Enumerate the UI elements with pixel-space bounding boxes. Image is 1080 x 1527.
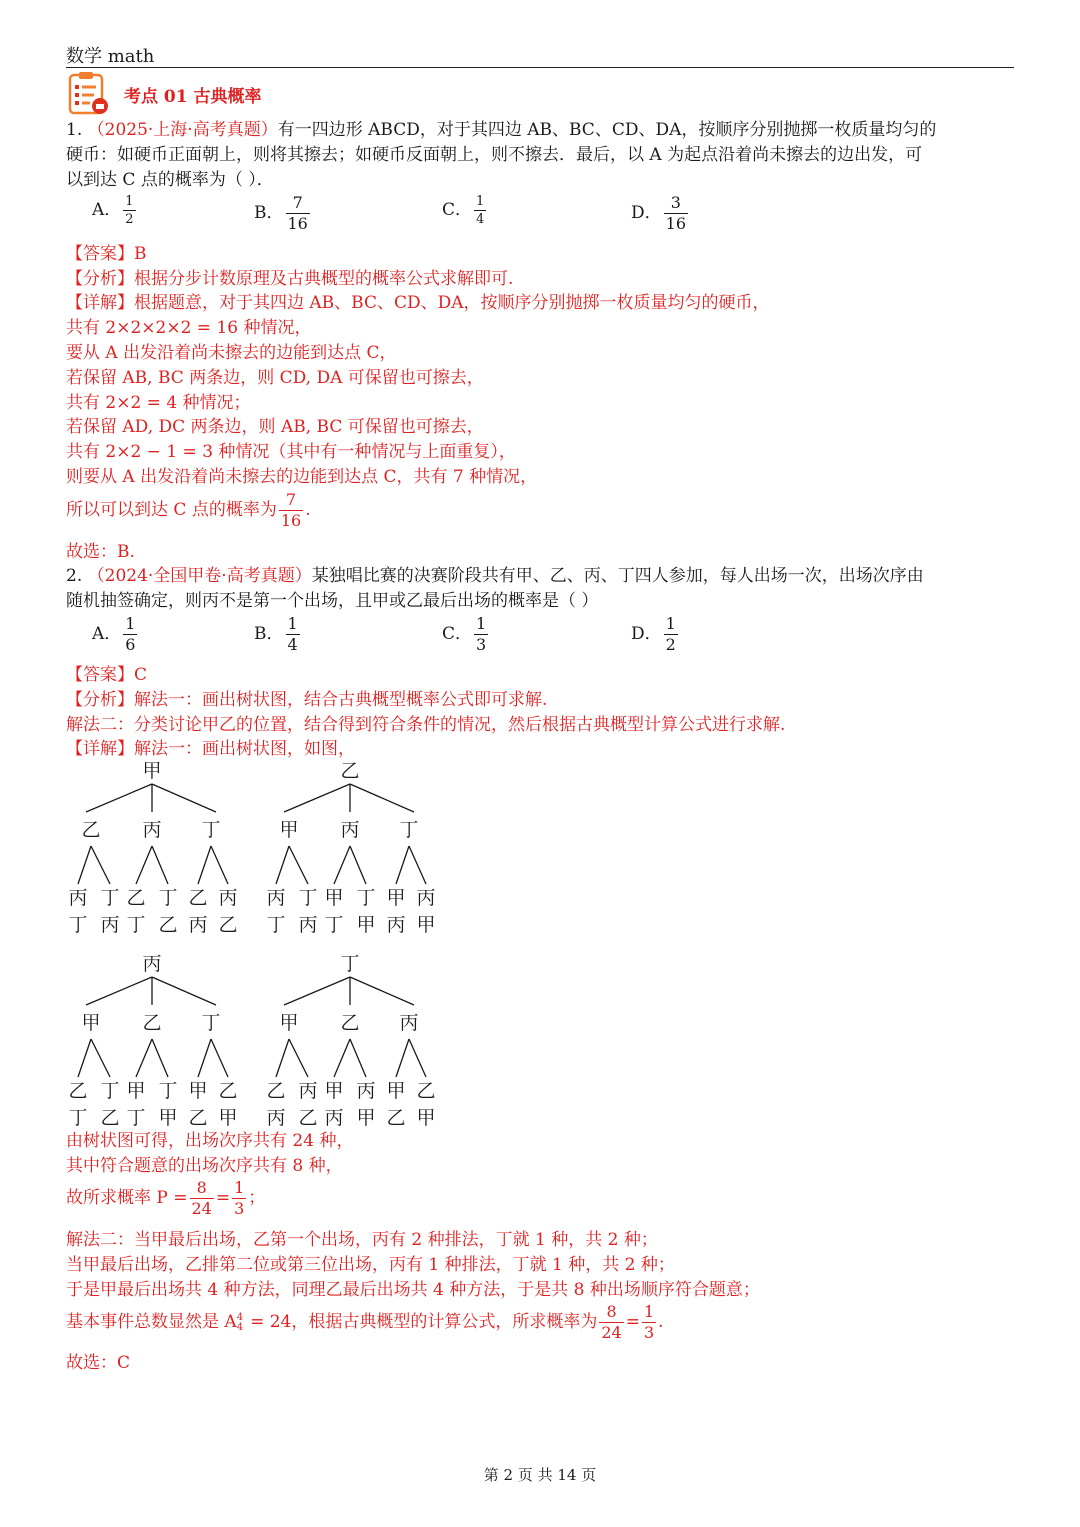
tree-level3-node: 丙 (266, 1107, 286, 1129)
tree-level2-node: 丙 (298, 1080, 318, 1102)
page-footer: 第 2 页 共 14 页 (483, 1466, 597, 1484)
tree-level2-node: 丙 (68, 887, 88, 909)
tree-level2-node: 丙 (356, 1080, 376, 1102)
tree-branch (334, 846, 350, 884)
tree-level1-node: 甲 (279, 1012, 299, 1034)
tree-branch (276, 846, 289, 884)
q1-stem-line-2: 硬币：如硬币正面朝上，则将其擦去；如硬币反面朝上，则不擦去．最后，以 A 为起点沿着尚未擦去的边出发，可 (66, 145, 923, 165)
q1-option-c: C． $\frac{1}{4}$ (442, 194, 485, 227)
tree-level1-node: 丙 (399, 1012, 419, 1034)
tree-level1-node: 丁 (201, 819, 221, 841)
q2-tree-line-2: 其中符合题意的出场次序共有 8 种， (66, 1156, 343, 1176)
q1-detail-line: 则要从 A 出发沿着尚未擦去的边能到达点 C，共有 7 种情况， (66, 467, 538, 487)
tree-level2-node: 丁 (158, 1080, 178, 1102)
tree-level3-node: 丙 (386, 914, 406, 936)
header-divider (66, 67, 1014, 68)
q2-analysis-2: 解法二：分类讨论甲乙的位置，结合得到符合条件的情况，然后根据古典概型计算公式进行求解. (66, 715, 786, 735)
tree-branch (211, 846, 228, 884)
tree-branch (396, 846, 409, 884)
q1-option-d: D． $\frac{3}{16}$ (631, 193, 686, 233)
tree-branch (289, 846, 308, 884)
q1-source: （2025·上海·高考真题） (87, 120, 278, 140)
tree-level3-node: 乙 (298, 1107, 318, 1129)
tree-level3-node: 甲 (356, 914, 376, 936)
tree-branch (136, 1039, 152, 1077)
tree-level1-node: 丁 (399, 819, 419, 841)
tree-branch (78, 846, 91, 884)
tree-branch (284, 977, 350, 1005)
q1-probability-line: 所以可以到达 C 点的概率为 $\frac{7}{16}$ . (66, 490, 311, 530)
tree-level1-node: 乙 (142, 1012, 162, 1034)
tree-branch (78, 1039, 91, 1077)
tree-level2-node: 甲 (386, 887, 406, 909)
tree-level2-node: 乙 (68, 1080, 88, 1102)
q2-answer: 【答案】C (66, 665, 148, 685)
q2-method2-line: 于是甲最后出场共 4 种方法，同理乙最后出场共 4 种方法，于是共 8 种出场顺序符合题意； (66, 1280, 760, 1300)
q1-detail-line: 【详解】根据题意，对于其四边 AB、BC、CD、DA，按顺序分别抛掷一枚质量均匀的硬币， (66, 293, 770, 313)
tree-branch (152, 1039, 168, 1077)
tree-level2-node: 甲 (324, 887, 344, 909)
tree-level3-node: 丙 (188, 914, 208, 936)
tree-level3-node: 丙 (100, 914, 120, 936)
tree-branch (152, 784, 216, 812)
q2-option-c: C． $\frac{1}{3}$ (442, 614, 487, 654)
tree-branch (86, 977, 152, 1005)
tree-root-node: 丙 (142, 953, 162, 975)
q2-method2-line: 解法二：当甲最后出场，乙第一个出场，丙有 2 种排法，丁就 1 种，共 2 种； (66, 1230, 658, 1250)
q1-stem-line-3: 以到达 C 点的概率为（ ）． (66, 170, 274, 190)
q1-detail-line: 若保留 AB, BC 两条边，则 CD, DA 可保留也可擦去， (66, 368, 484, 388)
tree-level3-node: 甲 (356, 1107, 376, 1129)
tree-level2-node: 甲 (386, 1080, 406, 1102)
tree-branch (198, 1039, 211, 1077)
tree-branch (152, 977, 216, 1005)
tree-level2-node: 乙 (266, 1080, 286, 1102)
q1-option-a: A． $\frac{1}{2}$ (92, 194, 134, 227)
tree-level3-node: 甲 (416, 914, 436, 936)
tree-branch (152, 846, 168, 884)
tree-level3-node: 丙 (298, 914, 318, 936)
tree-level3-node: 丙 (324, 1107, 344, 1129)
tree-root-node: 甲 (142, 760, 162, 782)
q1-detail-line: 共有 2×2 − 1 = 3 种情况（其中有一种情况与上面重复）， (66, 442, 516, 462)
q2-analysis-1: 【分析】解法一：画出树状图，结合古典概型概率公式即可求解. (66, 690, 548, 710)
q2-choose: 故选：C (66, 1353, 131, 1373)
tree-level1-node: 甲 (81, 1012, 101, 1034)
tree-level3-node: 乙 (386, 1107, 406, 1129)
q2-method2-line: 当甲最后出场，乙排第二位或第三位出场，丙有 1 种排法，丁就 1 种，共 2 种； (66, 1255, 675, 1275)
tree-level1-node: 乙 (340, 1012, 360, 1034)
tree-level1-node: 丙 (142, 819, 162, 841)
tree-branch (409, 846, 426, 884)
tree-level3-node: 丁 (324, 914, 344, 936)
tree-level3-node: 乙 (218, 914, 238, 936)
tree-level2-node: 甲 (126, 1080, 146, 1102)
tree-branch (276, 1039, 289, 1077)
tree-branch (350, 1039, 366, 1077)
tree-level3-node: 丁 (68, 1107, 88, 1129)
tree-level3-node: 甲 (158, 1107, 178, 1129)
tree-branch (211, 1039, 228, 1077)
tree-level3-node: 丁 (68, 914, 88, 936)
q1-detail-line: 共有 2×2×2×2 = 16 种情况， (66, 318, 312, 338)
tree-level2-node: 乙 (416, 1080, 436, 1102)
tree-level3-node: 丁 (126, 1107, 146, 1129)
header-subject: 数学 math (66, 46, 155, 67)
q1-choose: 故选：B. (66, 542, 135, 562)
tree-level2-node: 丁 (356, 887, 376, 909)
tree-branch (350, 846, 366, 884)
tree-level2-node: 丁 (100, 887, 120, 909)
tree-level2-node: 乙 (188, 887, 208, 909)
tree-level1-node: 丙 (340, 819, 360, 841)
q2-option-d: D． $\frac{1}{2}$ (631, 614, 676, 654)
tree-level2-node: 丙 (416, 887, 436, 909)
tree-level1-node: 乙 (81, 819, 101, 841)
checklist-icon (64, 70, 110, 116)
tree-branch (350, 784, 414, 812)
q2-detail-1: 【详解】解法一：画出树状图，如图， (66, 739, 355, 759)
q2-stem-line-2: 随机抽签确定，则丙不是第一个出场，且甲或乙最后出场的概率是（ ） (66, 591, 599, 611)
tree-diagram (66, 760, 466, 1140)
q1-stem-line-1: 1. （2025·上海·高考真题）有一四边形 ABCD，对于其四边 AB、BC、CD、DA，按顺序分别抛掷一枚质量均匀的 (66, 120, 937, 140)
tree-level3-node: 丁 (126, 914, 146, 936)
tree-level1-node: 丁 (201, 1012, 221, 1034)
tree-level3-node: 乙 (100, 1107, 120, 1129)
tree-level2-node: 丙 (218, 887, 238, 909)
tree-branch (136, 846, 152, 884)
tree-level2-node: 丁 (298, 887, 318, 909)
tree-level2-node: 甲 (188, 1080, 208, 1102)
tree-branch (86, 784, 152, 812)
tree-level2-node: 丁 (100, 1080, 120, 1102)
tree-level2-node: 甲 (324, 1080, 344, 1102)
tree-level2-node: 乙 (218, 1080, 238, 1102)
tree-root-node: 乙 (340, 760, 360, 782)
q2-option-b: B． $\frac{1}{4}$ (254, 614, 298, 654)
q1-answer: 【答案】B (66, 244, 147, 264)
tree-root-node: 丁 (340, 953, 360, 975)
q1-option-b: B． $\frac{7}{16}$ (254, 193, 308, 233)
tree-level3-node: 乙 (158, 914, 178, 936)
tree-branch (91, 1039, 110, 1077)
tree-branch (396, 1039, 409, 1077)
tree-level2-node: 丁 (158, 887, 178, 909)
tree-level3-node: 甲 (218, 1107, 238, 1129)
tree-branch (198, 846, 211, 884)
tree-level2-node: 乙 (126, 887, 146, 909)
q1-analysis: 【分析】根据分步计数原理及古典概型的概率公式求解即可. (66, 269, 514, 289)
q2-option-a: A． $\frac{1}{6}$ (92, 614, 136, 654)
q1-detail-line: 要从 A 出发沿着尚未擦去的边能到达点 C， (66, 343, 397, 363)
tree-branch (334, 1039, 350, 1077)
tree-branch (284, 784, 350, 812)
tree-level1-node: 甲 (279, 819, 299, 841)
tree-level3-node: 乙 (188, 1107, 208, 1129)
q1-detail-line: 共有 2×2 = 4 种情况； (66, 393, 251, 413)
q2-tree-line-1: 由树状图可得，出场次序共有 24 种， (66, 1131, 354, 1151)
tree-branch (409, 1039, 426, 1077)
tree-branch (350, 977, 414, 1005)
tree-level3-node: 甲 (416, 1107, 436, 1129)
q2-stem-line-1: 2. （2024·全国甲卷·高考真题）某独唱比赛的决赛阶段共有甲、乙、丙、丁四人参加，每人出场一次，出场次序由 (66, 566, 924, 586)
tree-branch (91, 846, 110, 884)
q2-probability-line: 故所求概率 P = $\frac{8}{24}$ = $\frac{1}{3}$ ； (66, 1178, 266, 1218)
tree-level3-node: 丁 (266, 914, 286, 936)
section-title: 考点 01 古典概率 (124, 87, 262, 107)
q1-detail-line: 若保留 AD, DC 两条边，则 AB, BC 可保留也可擦去， (66, 417, 484, 437)
q2-method2-total-line: 基本事件总数显然是 A 4 4 = 24，根据古典概型的计算公式，所求概率为 $\frac{8}{24}$ = $\frac{1}{3}$ . (66, 1302, 664, 1342)
tree-level2-node: 丙 (266, 887, 286, 909)
tree-branch (289, 1039, 308, 1077)
q2-source: （2024·全国甲卷·高考真题） (87, 566, 312, 586)
